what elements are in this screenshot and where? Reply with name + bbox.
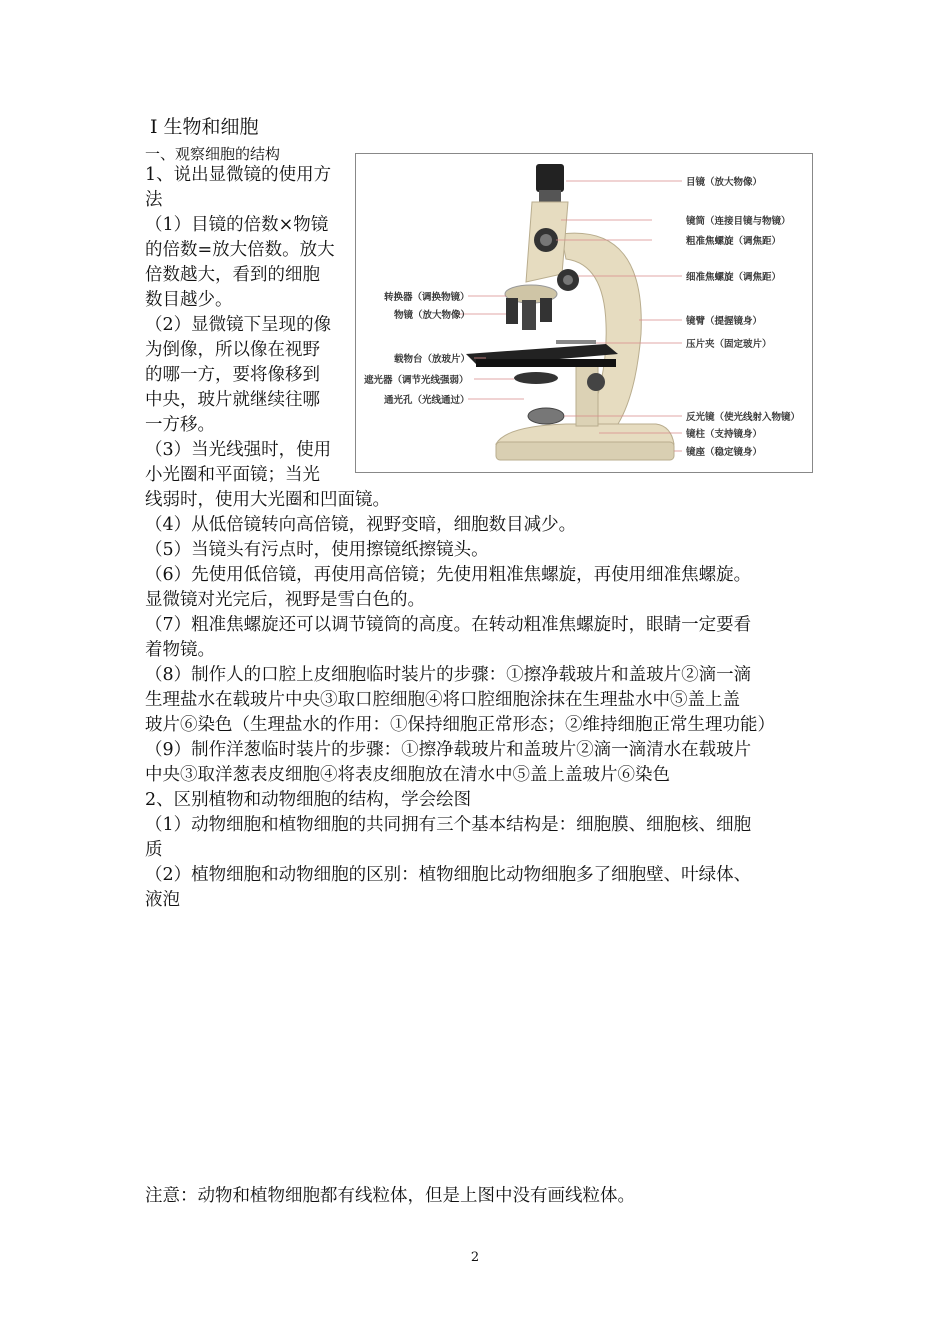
- text-line: 着物镜。: [145, 640, 215, 660]
- text-line: （9）制作洋葱临时装片的步骤：①擦净载玻片和盖玻片②滴一滴清水在载玻片: [145, 740, 752, 760]
- label-tube: 镜筒（连接目镜与物镜）: [686, 216, 791, 227]
- label-base: 镜座（稳定镜身）: [686, 447, 763, 458]
- text-line: 线弱时，使用大光圈和凹面镜。: [145, 490, 390, 510]
- text-line: 2、区别植物和动物细胞的结构，学会绘图: [145, 790, 472, 810]
- text-line: 中央③取洋葱表皮细胞④将表皮细胞放在清水中⑤盖上盖玻片⑥染色: [145, 765, 670, 785]
- label-objective: 物镜（放大物像）: [394, 310, 471, 321]
- text-line: 一方移。: [145, 415, 215, 435]
- section-title: 一、观察细胞的结构: [145, 145, 281, 163]
- text-line: （5）当镜头有污点时，使用擦镜纸擦镜头。: [145, 540, 489, 560]
- text-line: （7）粗准焦螺旋还可以调节镜筒的高度。在转动粗准焦螺旋时，眼睛一定要看: [145, 615, 752, 635]
- label-nosepiece: 转换器（调换物镜）: [384, 292, 470, 303]
- text-line: 玻片⑥染色（生理盐水的作用：①保持细胞正常形态；②维持细胞正常生理功能）: [145, 715, 775, 735]
- label-stage: 载物台（放玻片）: [394, 354, 471, 365]
- text-line: （1）目镜的倍数×物镜: [145, 215, 329, 235]
- label-diaphragm: 遮光器（调节光线强弱）: [364, 375, 469, 386]
- text-line: 的哪一方，要将像移到: [145, 365, 320, 385]
- page-number: 2: [470, 1250, 480, 1265]
- text-line: 数目越少。: [145, 290, 233, 310]
- label-eyepiece: 目镜（放大物像）: [686, 177, 763, 188]
- text-line: （6）先使用低倍镜，再使用高倍镜；先使用粗准焦螺旋，再使用细准焦螺旋。: [145, 565, 752, 585]
- text-line: （4）从低倍镜转向高倍镜，视野变暗，细胞数目减少。: [145, 515, 577, 535]
- text-line: 中央，玻片就继续往哪: [145, 390, 320, 410]
- text-line: （1）动物细胞和植物细胞的共同拥有三个基本结构是：细胞膜、细胞核、细胞: [145, 815, 752, 835]
- microscope-diagram: [356, 154, 812, 472]
- note-text: 注意：动物和植物细胞都有线粒体，但是上图中没有画线粒体。: [145, 1186, 635, 1206]
- text-line: 生理盐水在载玻片中央③取口腔细胞④将口腔细胞涂抹在生理盐水中⑤盖上盖: [145, 690, 740, 710]
- text-line: （2）显微镜下呈现的像: [145, 315, 332, 335]
- text-line: （2）植物细胞和动物细胞的区别：植物细胞比动物细胞多了细胞壁、叶绿体、: [145, 865, 752, 885]
- text-line: 法: [145, 190, 163, 210]
- label-mirror: 反光镜（使光线射入物镜）: [686, 412, 801, 423]
- text-line: 显微镜对光完后，视野是雪白色的。: [145, 590, 425, 610]
- text-line: 质: [145, 840, 163, 860]
- text-line: 的倍数=放大倍数。放大: [145, 240, 335, 260]
- text-line: （8）制作人的口腔上皮细胞临时装片的步骤：①擦净载玻片和盖玻片②滴一滴: [145, 665, 752, 685]
- text-line: 为倒像，所以像在视野: [145, 340, 320, 360]
- label-pillar: 镜柱（支持镜身）: [686, 429, 763, 440]
- text-line: 倍数越大，看到的细胞: [145, 265, 320, 285]
- label-arm: 镜臂（提握镜身）: [686, 316, 763, 327]
- microscope-figure: [355, 153, 813, 473]
- text-line: 小光圈和平面镜；当光: [145, 465, 320, 485]
- label-coarse-focus: 粗准焦螺旋（调焦距）: [686, 236, 782, 247]
- chapter-title: Ⅰ 生物和细胞: [150, 116, 259, 138]
- label-stage-clip: 压片夹（固定玻片）: [686, 339, 772, 350]
- text-line: 液泡: [145, 890, 180, 910]
- label-aperture: 通光孔（光线通过）: [384, 395, 470, 406]
- text-line: （3）当光线强时，使用: [145, 440, 332, 460]
- text-line: 1、说出显微镜的使用方: [145, 165, 332, 185]
- label-fine-focus: 细准焦螺旋（调焦距）: [686, 272, 782, 283]
